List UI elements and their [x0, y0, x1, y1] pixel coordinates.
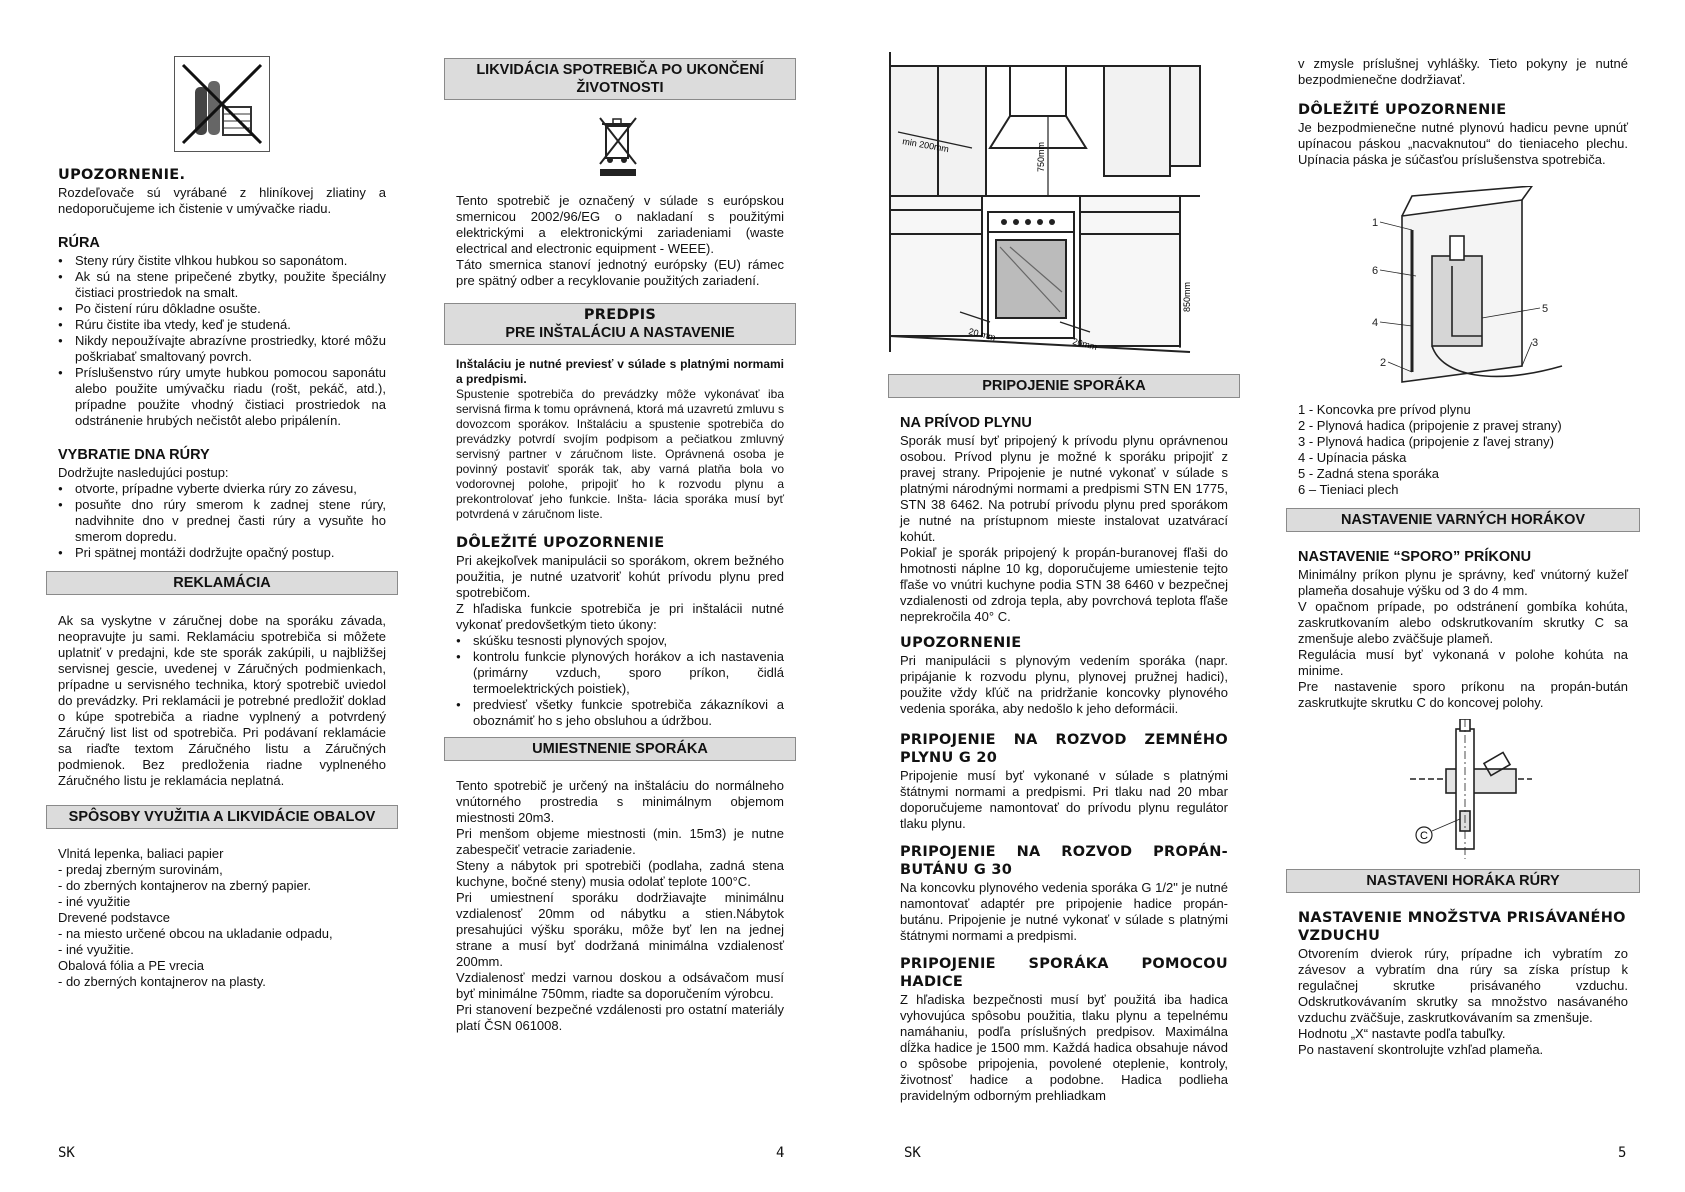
legend-item: 1 - Koncovka pre prívod plynu: [1298, 402, 1471, 417]
list-item: ● Ak sú na stene pripečené zbytky, použite špeciálny čistiaci prostriedok na smalt.: [58, 269, 386, 301]
sporo-text-2: V opačnom prípade, po odstránení gombíka kohúta, zaskrutkovaním alebo odskrutkovaním skrutky C sa zmenšuje alebo zväčšuje plameň.: [1298, 599, 1628, 646]
list-item: ● kontrolu funkcie plynových horákov a ich nastavenia (primárny vzduch, sporo príkon, čidlá termoelektrických poistiek),: [456, 649, 784, 697]
air-text-2: Hodnotu „X“ nastavte podľa tabuľky.: [1298, 1026, 1506, 1041]
oven-title: RÚRA: [58, 235, 100, 251]
hose-title: PRIPOJENIE SPORÁKA POMOCOU HADICE: [900, 956, 1228, 990]
disposal-text-1: Tento spotrebič je označený v súlade s európskou smernicou 2002/96/EG o nakladaní s použitými elektrickými a elektronickými zariadeniami (waste electrical and electronic equipment - WEEE).: [456, 193, 784, 256]
list-item: Drevené podstavce: [58, 910, 171, 925]
hose-diagram: [1372, 186, 1572, 396]
legend-item: 4 - Upínacia páska: [1298, 450, 1407, 465]
diagram-label-20a: 20 mm: [967, 326, 997, 343]
diagram-label-750: 750mm: [1036, 141, 1046, 172]
list-item: ● Príslušenstvo rúry umyte hubkou pomocou saponátu alebo použite umývačku riadu (rošt, pekáč, atd.), prípadne použite vhodný čistiaci prostriedok na odstránenie hrubých nečistôt alebo pripálenín.: [58, 365, 386, 429]
list-item: ● Rúru čistite iba vtedy, keď je studená.: [58, 317, 386, 333]
list-item: - iné využitie.: [58, 942, 134, 957]
list-item: - predaj zberným surovinám,: [58, 862, 223, 877]
diagram-label-min: min 200mm: [901, 136, 950, 155]
diagram-label-20b: 20mm: [1071, 336, 1099, 352]
column-2: [456, 58, 784, 1034]
air-title: NASTAVENIE MNOŽSTVA PRISÁVANÉHO VZDUCHU: [1298, 910, 1626, 944]
legend: [1298, 402, 1628, 498]
packaging-header: SPÔSOBY VYUŽITIA A LIKVIDÁCIE OBALOV: [46, 805, 398, 829]
warn-text: Pri manipulácii s plynovým vedením sporáka (napr. pripájanie k rozvodu plynu, plynovej pružnej hadici), použite vždy kľúč na pridržanie koncovky plynového vedenia sporáka, aby nedošlo k jeho deformácii.: [900, 653, 1228, 716]
column-4: [1298, 56, 1628, 1058]
install-bold: Inštaláciu je nutné previesť v súlade s platnými normami a predpismi.: [456, 357, 784, 386]
fig-number: 3: [1532, 337, 1539, 349]
natgas-text: Pripojenie musí byť vykonané v súlade s platnými štátnymi normami a predpismi. Pri tlaku nad 20 mbar doporučujeme namontovať do prívodu plynu regulátor tlaku plynu.: [900, 768, 1228, 831]
legend-item: 5 - Zadná stena sporáka: [1298, 466, 1439, 481]
oven-bottom-intro: Dodržujte nasledujúci postup:: [58, 465, 229, 480]
oven-list: [58, 253, 386, 429]
legend-item: 2 - Plynová hadica (pripojenie z pravej strany): [1298, 418, 1562, 433]
list-item: ● predviesť všetky funkcie spotrebiča zákazníkovi a oboznámiť ho s jeho obsluhou a údržbou.: [456, 697, 784, 729]
gas-text: Sporák musí byť pripojený k prívodu plynu oprávnenou osobou. Prívod plynu je možné k sporáku pripojiť z pravej strany. Pripojenie je nutné vykonať v súlade s platnými národnými normami a predpismi STN EN 1775, STN 38 6462. Na potrubí prívodu plynu pred sporákom je nutné na prístupnom mieste instalovat uzatvárací kohút.: [900, 433, 1228, 544]
fig-number: 5: [1542, 303, 1549, 315]
air-text-3: Po nastavení skontrolujte vzhľad plameňa.: [1298, 1042, 1544, 1057]
column-3: [900, 52, 1228, 1104]
list-item: - do zberných kontajnerov na zberný papier.: [58, 878, 311, 893]
intro-text: v zmysle príslušnej vyhlášky. Tieto pokyny je nutné bezpodmienečne dodržiavať.: [1298, 56, 1628, 87]
footer-right-page: 5: [1618, 1145, 1627, 1161]
list-item: ● Po čistení rúru dôkladne osušte.: [58, 301, 386, 317]
connect-header: PRIPOJENIE SPORÁKA: [888, 374, 1240, 398]
diagram-label-850: 850mm: [1182, 281, 1192, 312]
list-item: ● Pri spätnej montáži dodržujte opačný postup.: [58, 545, 386, 561]
important-title: DÔLEŽITÉ UPOZORNENIE: [1298, 102, 1507, 118]
valve-diagram: [1406, 719, 1536, 859]
list-item: - iné využitie: [58, 894, 131, 909]
placement-text: [456, 778, 784, 1034]
sporo-text-4: Pre nastavenie sporo príkonu na propán-bután zaskrutkujte skrutku C do koncovej polohy.: [1298, 679, 1628, 710]
disposal-text-2: Táto smernica stanoví jednotný európsky (EU) rámec pre spätný odber a recyklovanie použitých zariadení.: [456, 257, 784, 288]
legend-item: 6 – Tieniaci plech: [1298, 482, 1399, 497]
important-list: [456, 633, 784, 729]
list-item: ● Nikdy nepoužívajte abrazívne prostriedky, ktoré môžu poškriabať smaltovaný povrch.: [58, 333, 386, 365]
list-item: ● Steny rúry čistite vlhkou hubkou so saponátom.: [58, 253, 386, 269]
fig-number: 1: [1372, 217, 1379, 229]
install-text: Spustenie spotrebiča do prevádzky môže vykonávať iba servisná firma k tomu oprávnená, ktorá má uzavretú zmluvu s dovozcom sporákov. Inštaláciu a spustenie spotrebiča do prevádzky potvrdí svojím podpisom a pečiatkou zmluvný servisný partner v záručnom liste. Oprávnená osoba je povinný postaviť sporák tak, aby varná platňa bola vo vodorovnej polohe, pripojiť ho k rozvodu plynu a prekontrolovať jeho funkcie. Inšta- lácia sporáka musí byť potvrdená v záručnom liste.: [456, 387, 784, 521]
kitchen-diagram: [880, 52, 1220, 372]
weee-bin-icon: [596, 114, 640, 178]
sporo-text-3: Regulácia musí byť vykonaná v polohe kohúta na minime.: [1298, 647, 1628, 678]
list-item: Vlnitá lepenka, baliaci papier: [58, 846, 224, 861]
warning-title: UPOZORNENIE.: [58, 167, 186, 183]
packaging-list: [58, 846, 386, 990]
warning-text: Rozdeľovače sú vyrábané z hliníkovej zliatiny a nedoporučujeme ich čistenie v umývačke riadu.: [58, 185, 386, 216]
sporo-text: Minimálny príkon plynu je správny, keď vnútorný kužeľ plameňa dosahuje výšku od 3 do 4 mm.: [1298, 567, 1628, 598]
gas-text-2: Pokiaľ je sporák pripojený k propán-buranovej fľaši do hmotnosti náplne 10 kg, doporučujeme umiestenie tejto fľaše vo vnútri kuchyne podia STN 38 6460 v bezpečnej vzdialenosti od zdroja tepla, aby povrchová teplota fľaše neprekročila 40° C.: [900, 545, 1228, 624]
footer-right-lang: SK: [904, 1145, 921, 1161]
burner-header: NASTAVENIE VARNÝCH HORÁKOV: [1286, 508, 1640, 532]
column-1: [58, 50, 386, 990]
important-text-2: Z hľadiska funkcie spotrebiča je pri inštalácii nutné vykonať predovšetkým tieto úkony:: [456, 601, 784, 632]
sporo-title: NASTAVENIE “SPORO” PRÍKONU: [1298, 549, 1532, 565]
propane-text: Na koncovku plynového vedenia sporáka G 1/2" je nutné namontovať adaptér pre pripojenie hadice propán-butánu. Pripojenie je nutné vykonať v súlade s platnými štátnymi normami a predpismi.: [900, 880, 1228, 943]
valve-label-c: C: [1420, 830, 1428, 842]
list-item: ● otvorte, prípadne vyberte dvierka rúry zo závesu,: [58, 481, 386, 497]
install-header-line-1: PREDPIS: [583, 307, 657, 323]
complaint-header: REKLAMÁCIA: [46, 571, 398, 595]
important-title: DÔLEŽITÉ UPOZORNENIE: [456, 535, 665, 551]
paragraph: Steny a nábytok pri spotrebiči (podlaha, zadná stena kuchyne, bočné steny) musia odolať teplote 100°C.: [456, 858, 784, 889]
list-item: - do zberných kontajnerov na plasty.: [58, 974, 266, 989]
no-dishwasher-icon: [174, 56, 270, 152]
hose-text: Z hľadiska bezpečnosti musí byť použitá iba hadica vyhovujúca spôsobu použitia, tlaku plynu a tepelnému namáhaniu, podľa príslušných predpisov. Maximálna dĺžka hadice je 1500 mm. Každá hadica obsahuje návod o spôsobe pripojenia, povolené oteplenie, kontroly, životnosť hadice a podobne. Hadica podlieha pravidelným odborným prehliadkam: [900, 992, 1228, 1103]
paragraph: Pri umiestnení sporáku dodržiavajte minimálnu vzdialenosť 20mm od nábytku a stien.Nábytok presahujúci výšku sporáku, môže byť len na jednej strane a musí byť dodržaná minimálna vzdialenosť 200mm.: [456, 890, 784, 969]
important-text: Je bezpodmienečne nutné plynovú hadicu pevne upnúť upínacou páskou „nacvaknutou“ do tieniaceho plechu. Upínacia páska je súčasťou príslušenstva spotrebiča.: [1298, 120, 1628, 167]
paragraph: Vzdialenosť medzi varnou doskou a odsávačom musí byť minimálne 750mm, riadte sa doporučením výrobcu.: [456, 970, 784, 1001]
list-item: Obalová fólia a PE vrecia: [58, 958, 204, 973]
list-item: - na miesto určené obcou na ukladanie odpadu,: [58, 926, 333, 941]
footer-left-page: 4: [776, 1145, 785, 1161]
oven-burner-header: NASTAVENI HORÁKA RÚRY: [1286, 869, 1640, 893]
air-text: Otvorením dvierok rúry, prípadne ich vybratím zo závesov a vybratím dna rúry sa získa prístup k regulačnej skrutke prisávaného vzduchu. Odskrutkovávaním skrutky sa množstvo nasávaného vzduchu zväčšuje, zaskrutkovávaním sa zmenšuje.: [1298, 946, 1628, 1025]
propane-title: PRIPOJENIE NA ROZVOD PROPÁN-BUTÁNU G 30: [900, 844, 1228, 878]
fig-number: 4: [1372, 317, 1379, 329]
oven-bottom-list: [58, 481, 386, 561]
paragraph: Pri stanovení bezpečné vzdálenosti pro ostatní materiály platí ČSN 061008.: [456, 1002, 784, 1033]
important-text: Pri akejkoľvek manipulácii so sporákom, okrem bežného použitia, je nutné uzatvoriť kohút prívodu plynu pred spotrebičom.: [456, 553, 784, 600]
gas-title: NA PRÍVOD PLYNU: [900, 415, 1032, 431]
natgas-title: PRIPOJENIE NA ROZVOD ZEMNÉHO PLYNU G 20: [900, 732, 1228, 766]
install-header: [444, 303, 796, 345]
fig-number: 2: [1380, 357, 1387, 369]
legend-item: 3 - Plynová hadica (pripojenie z ľavej strany): [1298, 434, 1554, 449]
paragraph: Tento spotrebič je určený na inštaláciu do normálneho vnútorného prostredia s minimálnym objemom miestnosti 20m3.: [456, 778, 784, 825]
placement-header: UMIESTNENIE SPORÁKA: [444, 737, 796, 761]
list-item: ● skúšku tesnosti plynových spojov,: [456, 633, 784, 649]
paragraph: Pri menšom objeme miestnosti (min. 15m3) je nutne zabespečiť vetracie zariadenie.: [456, 826, 784, 857]
disposal-header: LIKVIDÁCIA SPOTREBIČA PO UKONČENÍ ŽIVOTNOSTI: [444, 58, 796, 100]
list-item: ● posuňte dno rúry smerom k zadnej stene rúry, nadvihnite dno v prednej časti rúry a vysuňte ho smerom dopredu.: [58, 497, 386, 545]
install-header-line-2: PRE INŠTALÁCIU A NASTAVENIE: [505, 325, 735, 341]
complaint-text: Ak sa vyskytne v záručnej dobe na sporáku závada, neopravujte ju sami. Reklamáciu spotrebiča si môžete uplatniť v predajni, kde ste sporák zakúpili, u najbližšej servisnej gescie, uvedenej v Záručných podmienkach, prípadne u servisného technika, ktorý spotrebič uviedol do prevádzky. Pri reklamácii je potrebné predložiť doklad o kúpe spotrebiča a riadne vyplnený a potvrdený Záručný list list od spotrebiča. Pri podávaní reklamácie sa riaďte textom Záručného listu a Záručných podmienok. Bez predloženia riadne vyplneného Záručného listu je reklamácia neplatná.: [58, 613, 386, 788]
footer-left-lang: SK: [58, 1145, 75, 1161]
oven-bottom-title: VYBRATIE DNA RÚRY: [58, 447, 210, 463]
warn-title: UPOZORNENIE: [900, 635, 1022, 651]
fig-number: 6: [1372, 265, 1379, 277]
